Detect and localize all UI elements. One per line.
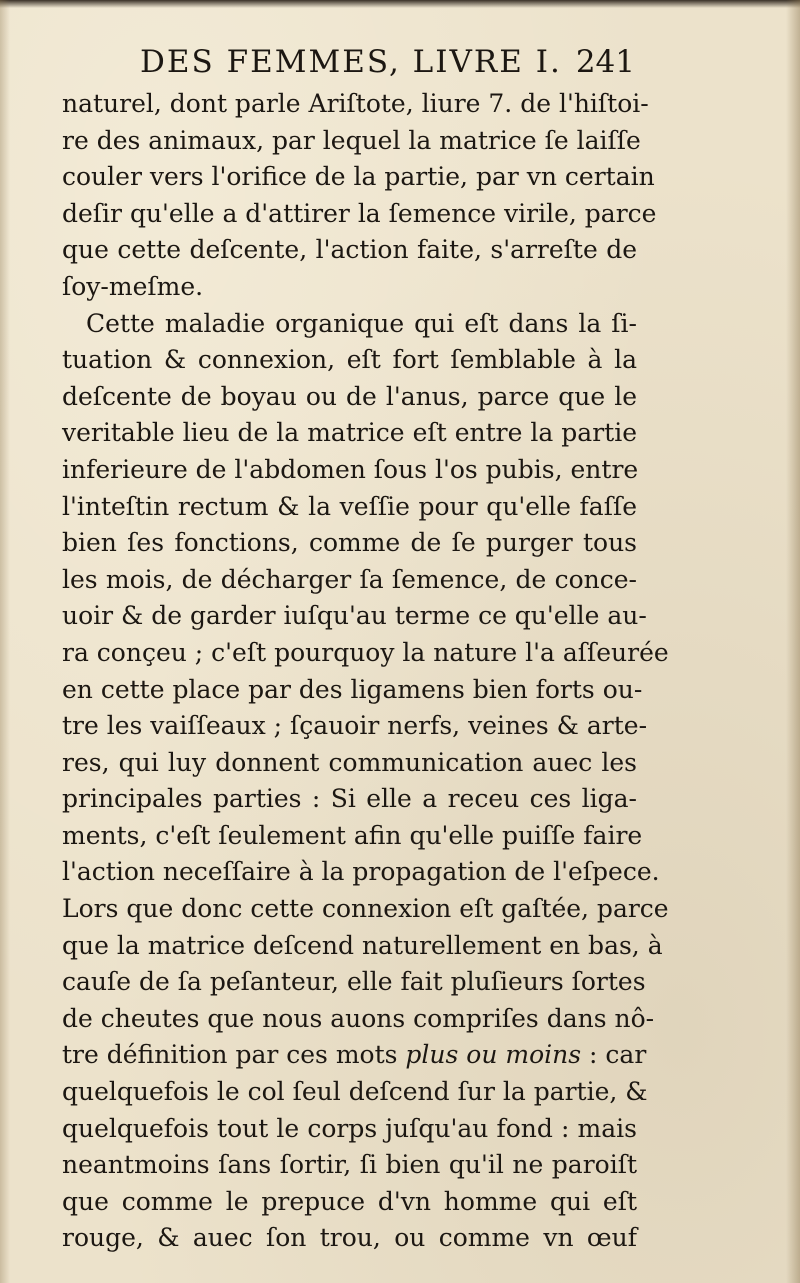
- page-header: [90, 44, 635, 86]
- text-line: ments, c'eſt ſeulement afin qu'elle puiſſe faire: [62, 820, 643, 850]
- definition-text-before: tre définition par ces mots: [62, 1040, 406, 1070]
- text-line: cauſe de ſa peſanteur, elle fait pluſieurs ſortes: [62, 967, 646, 997]
- text-line: ſoy-meſme.: [62, 271, 204, 301]
- text-line: inferieure de l'abdomen ſous l'os pubis, entre: [62, 454, 639, 484]
- page-left-edge: [0, 0, 10, 1283]
- text-line: principales parties : Si elle a receu ces liga-: [62, 784, 637, 814]
- text-line: quelquefois le col ſeul deſcend ſur la partie, &: [62, 1077, 648, 1107]
- running-head: DES FEMMES, LIVRE I.: [140, 44, 562, 80]
- page-right-edge: [786, 0, 800, 1283]
- text-line: res, qui luy donnent communication auec les: [62, 747, 637, 777]
- definition-italic-phrase: plus ou moins: [405, 1040, 582, 1070]
- text-line: les mois, de décharger ſa ſemence, de conce-: [62, 564, 637, 594]
- text-line: naturel, dont parle Ariſtote, liure 7. de l'hiſtoi-: [62, 89, 649, 118]
- text-line: neantmoins ſans ſortir, ſi bien qu'il ne paroiſt: [62, 1150, 637, 1180]
- text-line: l'inteſtin rectum & la veſſie pour qu'elle faſſe: [62, 491, 637, 521]
- text-line: uoir & de garder iuſqu'au terme ce qu'elle au-: [62, 601, 647, 631]
- text-line: re des animaux, par lequel la matrice ſe laiſſe: [62, 125, 641, 155]
- text-line: couler vers l'orifice de la partie, par vn certain: [62, 162, 655, 192]
- text-line: de cheutes que nous auons compriſes dans nô-: [62, 1003, 655, 1033]
- text-line: bien ſes fonctions, comme de ſe purger tous: [62, 528, 637, 558]
- page-top-edge: [0, 0, 800, 8]
- page-number: 241: [575, 44, 635, 80]
- text-line: l'action neceſſaire à la propagation de l'eſpece.: [62, 857, 660, 887]
- text-line: que la matrice deſcend naturellement en bas, à: [62, 930, 663, 960]
- text-line: veritable lieu de la matrice eſt entre la partie: [62, 418, 637, 448]
- text-line: quelquefois tout le corps juſqu'au fond : mais: [62, 1113, 637, 1143]
- definition-line: [62, 1037, 647, 1074]
- body-text: [62, 86, 669, 1257]
- text-line: deſir qu'elle a d'attirer la ſemence virile, parce: [62, 198, 657, 228]
- text-line: tuation & connexion, eſt fort ſemblable à la: [62, 345, 637, 375]
- text-line: que cette deſcente, l'action faite, s'arreſte de: [62, 235, 637, 265]
- text-line: Lors que donc cette connexion eſt gaſtée, parce: [62, 894, 669, 924]
- text-line: que comme le prepuce d'vn homme qui eſt: [62, 1186, 637, 1216]
- text-line: deſcente de boyau ou de l'anus, parce que le: [62, 381, 637, 411]
- definition-text-after: : car: [581, 1040, 647, 1070]
- text-line: rouge, & auec ſon trou, ou comme vn œuf: [62, 1223, 637, 1253]
- text-line: ra conçeu ; c'eſt pourquoy la nature l'a aſſeurée: [62, 637, 669, 667]
- text-line: tre les vaiſſeaux ; ſçauoir nerfs, veines & arte-: [62, 711, 648, 741]
- paragraph-start-line: Cette maladie organique qui eſt dans la ſi-: [86, 308, 637, 338]
- text-line: en cette place par des ligamens bien forts ou-: [62, 674, 643, 704]
